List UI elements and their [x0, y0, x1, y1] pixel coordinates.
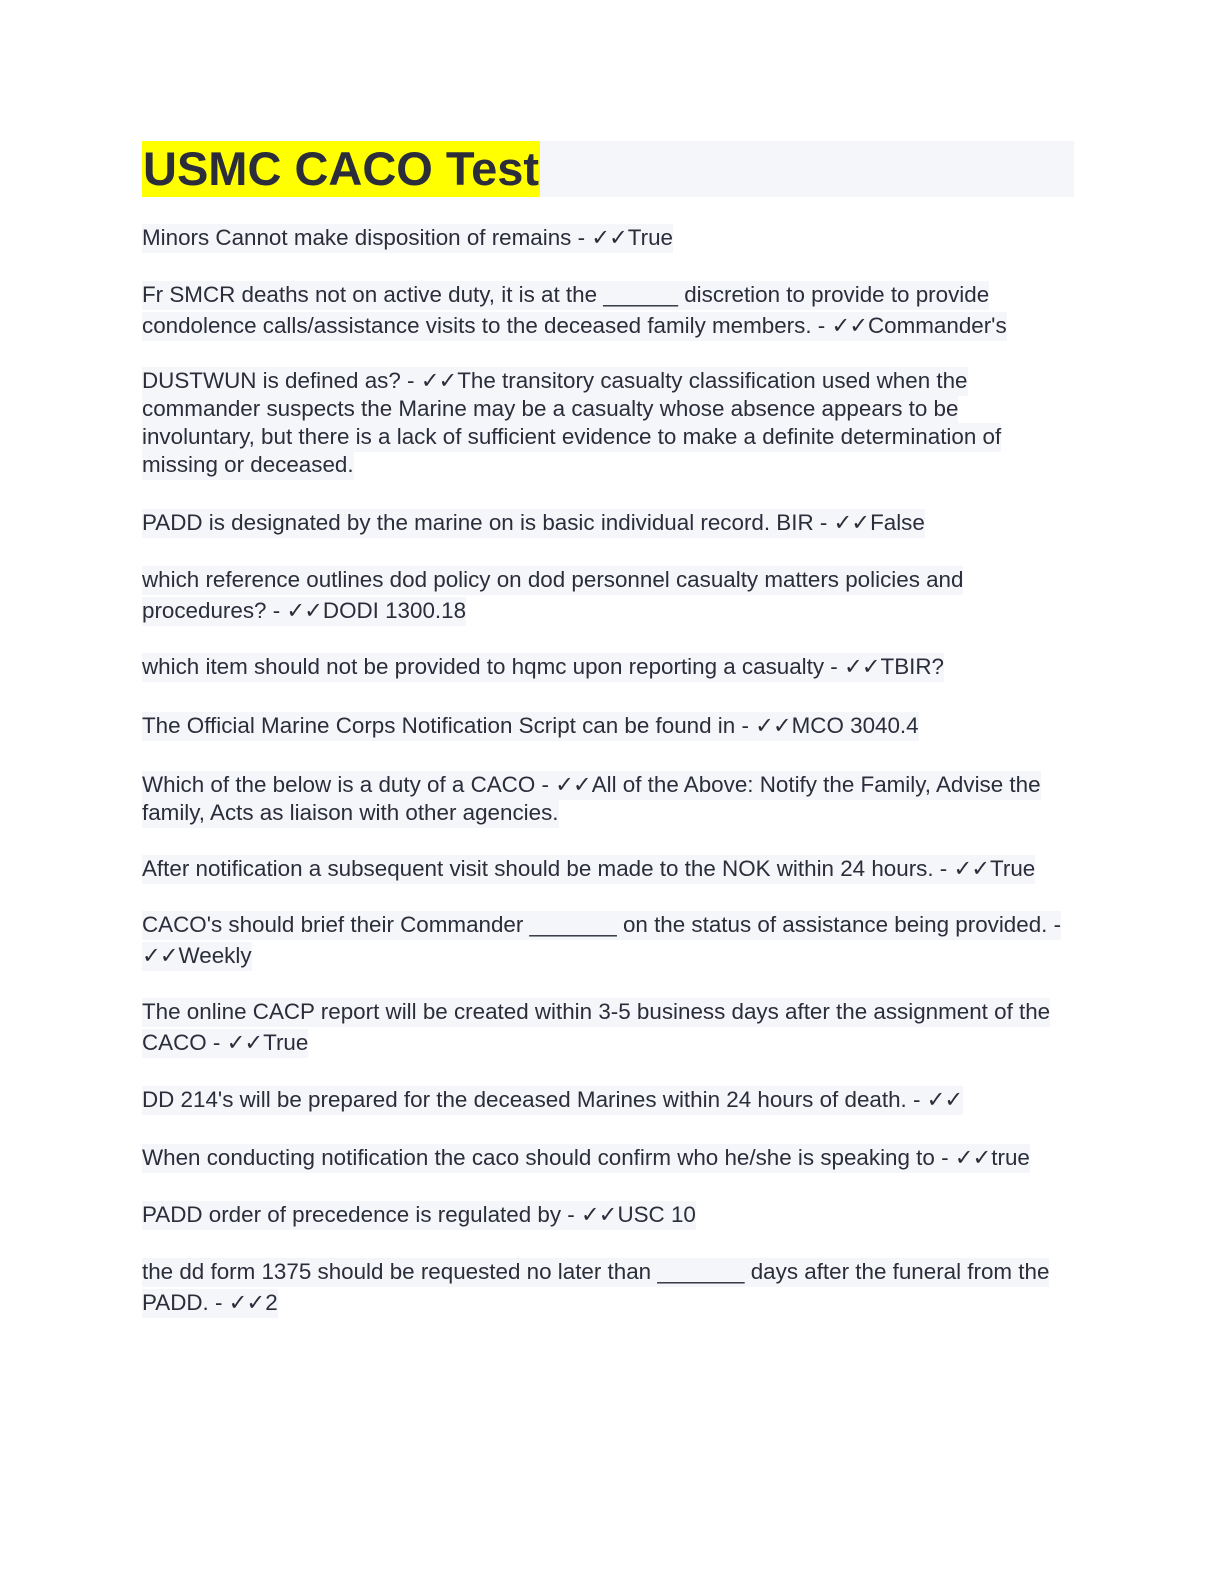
question-text: PADD is designated by the marine on is basic individual record. BIR - — [142, 510, 834, 535]
title-block — [142, 141, 1074, 197]
question-text: DD 214's will be prepared for the deceased Marines within 24 hours of death. - — [142, 1087, 927, 1112]
qa-item — [142, 771, 1074, 827]
double-check-icon: ✓✓ — [228, 1290, 265, 1315]
qa-item — [142, 564, 1074, 626]
double-check-icon: ✓✓ — [286, 598, 322, 623]
answer-text: The transitory casualty classification used when the commander suspects the Marine may be a casualty whose absence appears to be involuntary, but there is a lack of sufficient evidence to make a definite determination of missing or deceased. — [142, 368, 1002, 477]
qa-item — [142, 853, 1074, 884]
document-page — [142, 141, 1074, 1344]
double-check-icon: ✓✓ — [843, 654, 880, 679]
answer-text: true — [991, 1145, 1030, 1170]
question-text: which reference outlines dod policy on dod personnel casualty matters policies and procedures? - — [142, 567, 964, 623]
answer-text: True — [990, 856, 1036, 881]
double-check-icon: ✓✓ — [954, 1145, 991, 1170]
question-text: PADD order of precedence is regulated by - — [142, 1202, 581, 1227]
qa-item — [142, 1256, 1074, 1318]
qa-item — [142, 712, 1074, 740]
answer-text: Weekly — [178, 943, 252, 968]
qa-item — [142, 367, 1074, 479]
qa-item — [142, 1201, 1074, 1229]
answer-text: MCO 3040.4 — [791, 713, 919, 738]
question-text: Which of the below is a duty of a CACO - — [142, 772, 556, 797]
question-text: Fr SMCR deaths not on active duty, it is at the ______ discretion to provide to provide condolence calls/assistance visits to the deceased family members. - — [142, 282, 990, 338]
double-check-icon: ✓✓ — [833, 510, 870, 535]
double-check-icon: ✓✓ — [953, 856, 990, 881]
double-check-icon: ✓✓ — [580, 1202, 617, 1227]
qa-item — [142, 909, 1074, 971]
question-text: The Official Marine Corps Notification Script can be found in - — [142, 713, 756, 738]
qa-item — [142, 1086, 1074, 1114]
qa-item — [142, 509, 1074, 537]
answer-text: All of the Above: Notify the Family, Advise the family, Acts as liaison with other agencies. — [142, 772, 1041, 825]
qa-item — [142, 653, 1074, 681]
qa-item — [142, 224, 1074, 252]
answer-text: True — [263, 1030, 309, 1055]
question-text: which item should not be provided to hqmc upon reporting a casualty - — [142, 654, 844, 679]
double-check-icon: ✓✓ — [755, 713, 791, 738]
question-text: Minors Cannot make disposition of remains - — [142, 225, 592, 250]
double-check-icon: ✓✓ — [142, 943, 178, 968]
question-text: The online CACP report will be created within 3-5 business days after the assignment of the CACO - — [142, 999, 1051, 1055]
double-check-icon: ✓✓ — [226, 1030, 263, 1055]
question-text: After notification a subsequent visit should be made to the NOK within 24 hours. - — [142, 856, 954, 881]
double-check-icon: ✓✓ — [926, 1087, 963, 1112]
question-text: CACO's should brief their Commander _______ on the status of assistance being provided. - — [142, 912, 1062, 937]
double-check-icon: ✓✓ — [555, 772, 591, 797]
answer-text: USC 10 — [617, 1202, 696, 1227]
question-text: When conducting notification the caco should confirm who he/she is speaking to - — [142, 1145, 955, 1170]
question-text: the dd form 1375 should be requested no later than _______ days after the funeral from the PADD. - — [142, 1259, 1050, 1315]
qa-item — [142, 279, 1074, 341]
answer-text: False — [870, 510, 925, 535]
answer-text: True — [627, 225, 673, 250]
qa-item — [142, 1142, 1074, 1173]
double-check-icon: ✓✓ — [591, 225, 627, 250]
answer-text: 2 — [265, 1290, 278, 1315]
page-title: USMC CACO Test — [143, 142, 540, 195]
question-text: DUSTWUN is defined as? - — [142, 368, 421, 393]
double-check-icon: ✓✓ — [420, 368, 457, 393]
qa-list — [142, 224, 1074, 1318]
answer-text: Commander's — [867, 313, 1007, 338]
qa-item — [142, 996, 1074, 1058]
answer-text: TBIR? — [880, 654, 944, 679]
double-check-icon: ✓✓ — [831, 313, 867, 338]
answer-text: DODI 1300.18 — [322, 598, 467, 623]
